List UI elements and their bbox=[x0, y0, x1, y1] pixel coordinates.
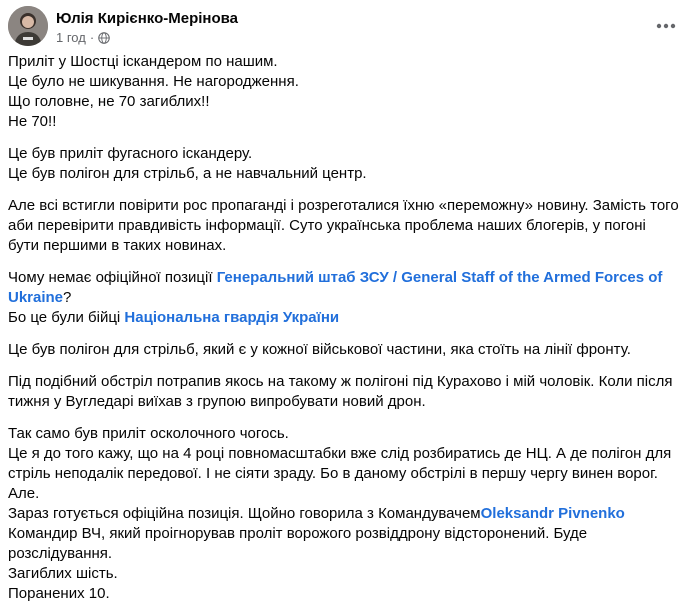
text-span: Зараз готується офіційна позиція. Щойно говорила з Командувачем bbox=[8, 505, 481, 522]
paragraph-1 bbox=[8, 52, 680, 132]
national-guard-link[interactable]: Національна гвардія України bbox=[124, 309, 340, 326]
text-line bbox=[8, 504, 680, 524]
paragraph-5: Це був полігон для стрільб, який є у кожної військової частини, яка стоїть на лінії фронту. bbox=[8, 341, 631, 358]
text-line: Командир ВЧ, який проігнорував проліт ворожого розвіддрону відсторонений. Буде розслідування. bbox=[8, 525, 588, 562]
text-span: Чому немає офіційної позиції bbox=[8, 269, 217, 286]
post-content bbox=[8, 52, 680, 604]
more-options-button[interactable] bbox=[652, 12, 680, 40]
paragraph-3: Але всі встигли повірити рос пропаганді і розреготалися їхню «переможну» новину. Замість того аби перевірити правдивість інформації. Суто українська проблема наших блогерів, у погоні бути першими в таких новинах. bbox=[8, 197, 679, 254]
post-header bbox=[8, 6, 680, 50]
commander-link[interactable]: Oleksandr Pivnenko bbox=[480, 505, 625, 522]
general-staff-link[interactable]: Генеральний штаб ЗСУ / General Staff of the Armed Forces of Ukraine bbox=[8, 269, 663, 306]
paragraph-2 bbox=[8, 144, 680, 184]
text-line: Поранених 10. bbox=[8, 585, 110, 602]
text-span: ? bbox=[63, 289, 72, 306]
text-line: Це був приліт фугасного іскандеру. bbox=[8, 145, 253, 162]
paragraph-6: Під подібний обстріл потрапив якось на такому ж полігоні під Курахово і мій чоловік. Коли після тижня у Вугледарі виїхав з групою випробувати новий дрон. bbox=[8, 373, 673, 410]
text-line: Це був полігон для стрільб, а не навчальний центр. bbox=[8, 165, 367, 182]
text-line: Приліт у Шостці іскандером по нашим. bbox=[8, 53, 278, 70]
paragraph-7 bbox=[8, 424, 680, 604]
author-name[interactable]: Юлія Кирієнко-Мерінова bbox=[56, 10, 238, 27]
text-line: Це було не шикування. Не нагородження. bbox=[8, 73, 299, 90]
text-span: Бо це були бійці bbox=[8, 309, 125, 326]
text-line: Не 70!! bbox=[8, 113, 57, 130]
post-time[interactable]: 1 год bbox=[56, 30, 86, 45]
text-line: Так само був приліт осколочного чогось. bbox=[8, 425, 289, 442]
separator-dot: · bbox=[89, 30, 95, 45]
globe-icon bbox=[98, 32, 110, 44]
text-line: Загиблих шість. bbox=[8, 565, 118, 582]
more-options-icon bbox=[656, 23, 676, 29]
text-line: Але. bbox=[8, 485, 40, 502]
text-line: Це я до того кажу, що на 4 році повномасштабки вже слід розбиратись де НЦ. А де полігон для стріль неподалік передової. І не сіяти зраду. Бо в даному обстрілі в першу чергу винен ворог. bbox=[8, 445, 672, 482]
avatar[interactable] bbox=[8, 6, 48, 46]
post-meta bbox=[56, 30, 110, 45]
text-line: Що головне, не 70 загиблих!! bbox=[8, 93, 210, 110]
paragraph-4 bbox=[8, 268, 680, 328]
